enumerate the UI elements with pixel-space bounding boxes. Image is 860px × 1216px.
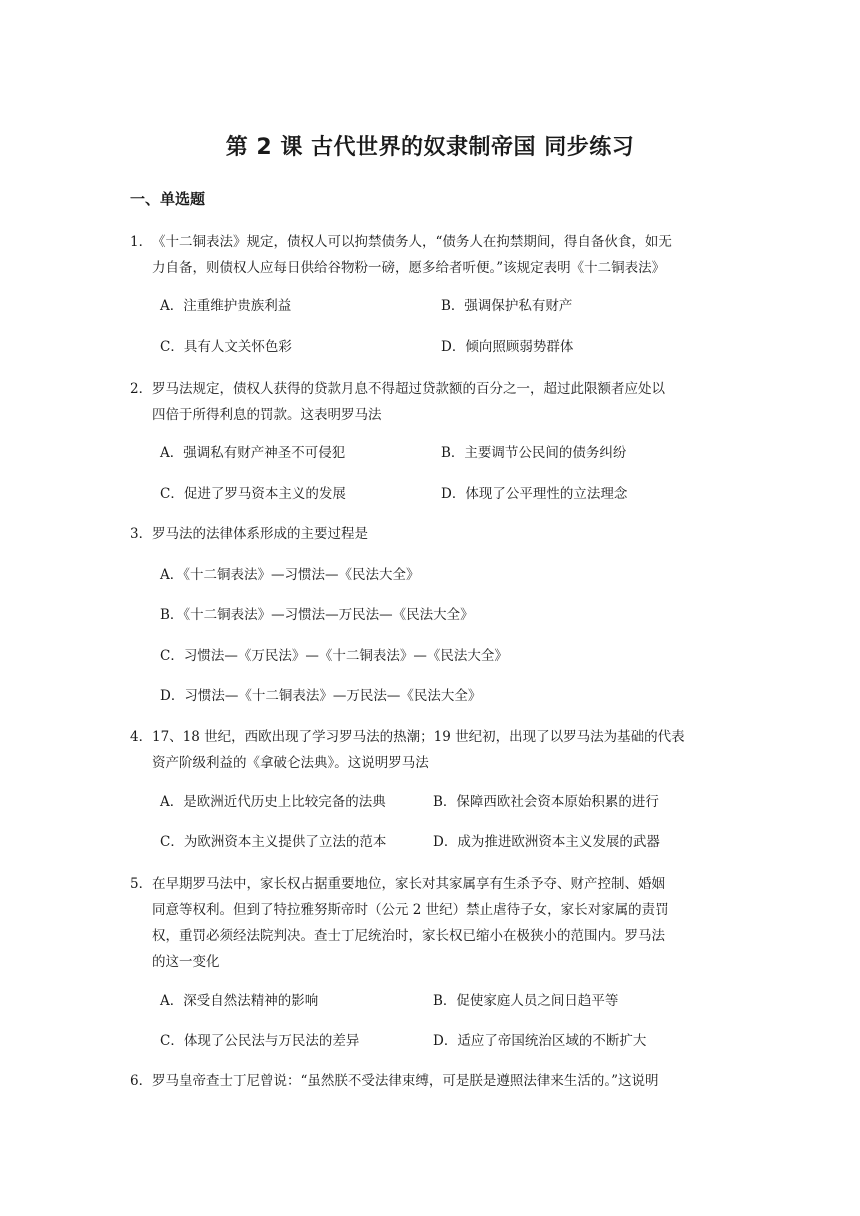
option-d[interactable]: D．成为推进欧洲资本主义发展的武器	[433, 834, 660, 850]
question-5	[130, 871, 735, 975]
option-d[interactable]: D．倾向照顾弱势群体	[441, 339, 574, 355]
option-c[interactable]: C．为欧洲资本主义提供了立法的范本	[160, 834, 387, 850]
page-title: 第 2 课 古代世界的奴隶制帝国 同步练习	[225, 135, 635, 160]
option-b[interactable]: B．主要调节公民间的债务纠纷	[441, 445, 627, 461]
question-6	[130, 1068, 735, 1094]
question-text-line: 同意等权利。但到了特拉雅努斯帝时（公元 2 世纪）禁止虐待子女，家长对家属的责罚	[152, 902, 669, 918]
option-d[interactable]: D．体现了公平理性的立法理念	[441, 486, 628, 502]
option-b[interactable]: B．强调保护私有财产	[441, 298, 573, 314]
question-number: 6．	[130, 1073, 153, 1089]
question-3	[130, 521, 735, 547]
question-text-line: 资产阶级利益的《拿破仑法典》。这说明罗马法	[152, 755, 429, 771]
option-b[interactable]: B．《十二铜表法》—习惯法—万民法—《民法大全》	[160, 607, 474, 623]
question-1	[130, 229, 735, 281]
question-2	[130, 376, 735, 428]
question-number: 5．	[130, 876, 153, 892]
option-a[interactable]: A．是欧洲近代历史上比较完备的法典	[160, 794, 386, 810]
question-text-line: 罗马法规定，债权人获得的贷款月息不得超过贷款额的百分之一，超过此限额者应处以	[152, 381, 665, 397]
question-number: 4．	[130, 729, 153, 745]
option-b[interactable]: B．保障西欧社会资本原始积累的进行	[433, 794, 659, 810]
question-text-line: 罗马法的法律体系形成的主要过程是	[152, 526, 368, 542]
question-text-line: 17、18 世纪，西欧出现了学习罗马法的热潮；19 世纪初，出现了以罗马法为基础的代表	[152, 729, 685, 745]
option-c[interactable]: C．促进了罗马资本主义的发展	[160, 486, 346, 502]
question-text-line: 的这一变化	[152, 954, 220, 970]
option-c[interactable]: C．具有人文关怀色彩	[160, 339, 292, 355]
option-d[interactable]: D．适应了帝国统治区域的不断扩大	[433, 1033, 647, 1049]
question-text-line: 罗马皇帝查士丁尼曾说：“虽然朕不受法律束缚，可是朕是遵照法律来生活的。”这说明	[152, 1073, 659, 1089]
question-4	[130, 724, 735, 776]
option-c[interactable]: C．体现了公民法与万民法的差异	[160, 1033, 360, 1049]
section-heading: 一、单选题	[130, 190, 206, 208]
option-c[interactable]: C．习惯法—《万民法》—《十二铜表法》—《民法大全》	[160, 648, 508, 664]
question-text-line: 权，重罚必须经法院判决。查士丁尼统治时，家长权已缩小在极狭小的范围内。罗马法	[152, 928, 665, 944]
option-a[interactable]: A．深受自然法精神的影响	[160, 993, 319, 1009]
question-text-line: 四倍于所得利息的罚款。这表明罗马法	[152, 407, 382, 423]
question-number: 3．	[130, 526, 153, 542]
option-a[interactable]: A．注重维护贵族利益	[160, 298, 292, 314]
question-number: 2．	[130, 381, 153, 397]
question-number: 1．	[130, 234, 153, 250]
option-a[interactable]: A．强调私有财产神圣不可侵犯	[160, 445, 346, 461]
option-d[interactable]: D．习惯法—《十二铜表法》—万民法—《民法大全》	[160, 688, 482, 704]
option-b[interactable]: B．促使家庭人员之间日趋平等	[433, 993, 619, 1009]
question-text-line: 力自备，则债权人应每日供给谷物粉一磅，愿多给者听便。”该规定表明《十二铜表法》	[152, 260, 666, 276]
question-text-line: 在早期罗马法中，家长权占据重要地位，家长对其家属享有生杀予夺、财产控制、婚姻	[152, 876, 665, 892]
question-text-line: 《十二铜表法》规定，债权人可以拘禁债务人，“债务人在拘禁期间，得自备伙食，如无	[152, 234, 672, 250]
option-a[interactable]: A．《十二铜表法》—习惯法—《民法大全》	[160, 567, 420, 583]
